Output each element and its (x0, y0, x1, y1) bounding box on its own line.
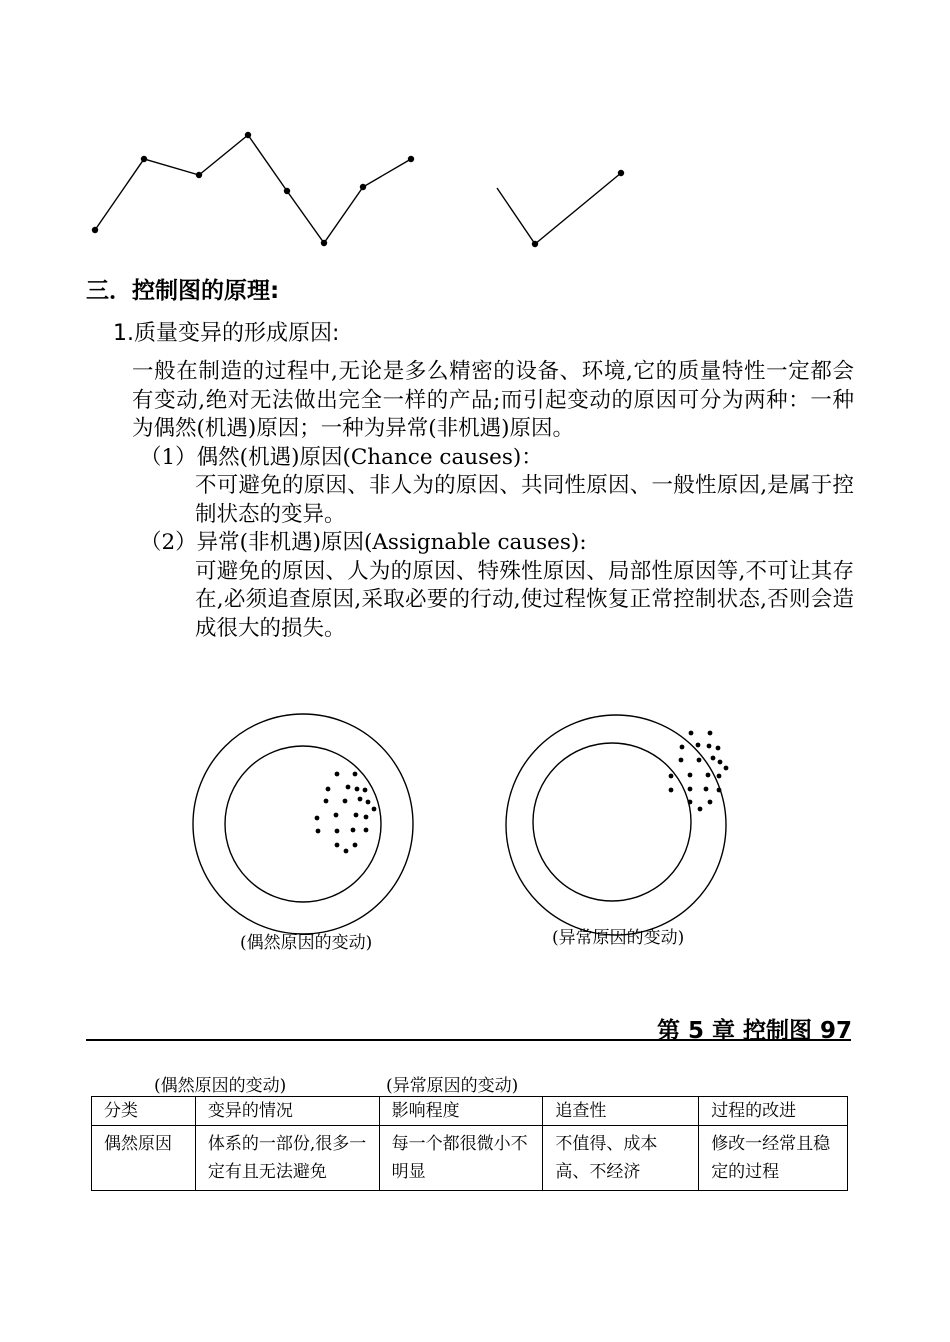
scatter-dot (351, 828, 356, 833)
table-header-cell: 变异的情况 (195, 1097, 379, 1126)
scatter-dot (696, 743, 701, 748)
table-row (92, 1126, 848, 1191)
table-caption-left: (偶然原因的变动) (154, 1076, 287, 1096)
item-chance-text: 不可避免的原因、非人为的原因、共同性原因、一般性原因,是属于控制状态的变异。 (195, 473, 854, 527)
scatter-dot (324, 799, 329, 804)
scatter-dot (335, 843, 340, 848)
table-header-cell: 追查性 (543, 1097, 699, 1126)
scatter-dot (717, 788, 722, 793)
scatter-dot (704, 787, 709, 792)
caption-assignable: (异常原因的变动) (552, 928, 685, 948)
item-assignable-text: 可避免的原因、人为的原因、特殊性原因、局部性原因等,不可让其存在,必须追查原因,采取必要的行动,使过程恢复正常控制状态,否则会造成很大的损失。 (195, 558, 854, 641)
scatter-dot (697, 758, 702, 763)
scatter-dot (717, 774, 722, 779)
scatter-dot (343, 799, 348, 804)
assignable-outer-ring (506, 715, 726, 935)
table-header-cell: 分类 (92, 1097, 196, 1126)
caption-chance: (偶然原因的变动) (240, 933, 373, 953)
scatter-dot (679, 758, 684, 763)
intro-paragraph: 一般在制造的过程中,无论是多么精密的设备、环境,它的质量特性一定都会有变动,绝对无法做出完全一样的产品;而引起变动的原因可分为两种：一种为偶然(机遇)原因；一种为异常(非机遇)原因。 (132, 359, 854, 441)
scatter-dot (724, 766, 729, 771)
scatter-dot (707, 744, 712, 749)
scatter-dot (353, 843, 358, 848)
sub-heading: 1.质量变异的形成原因: (113, 321, 340, 346)
scatter-dot (353, 772, 358, 777)
table-cell: 体系的一部份,很多一定有且无法避免 (195, 1126, 379, 1191)
scatter-dot (354, 813, 359, 818)
item-chance-label: （1）偶然(机遇)原因(Chance causes)： (140, 444, 543, 470)
scatter-dot (689, 731, 694, 736)
scatter-dot (669, 774, 674, 779)
scatter-dot (706, 773, 711, 778)
scatter-dot (680, 745, 685, 750)
scatter-dot (346, 785, 351, 790)
scatter-dot (363, 788, 368, 793)
table-cell: 偶然原因 (92, 1126, 196, 1191)
scatter-dot (335, 772, 340, 777)
scatter-dot (355, 787, 360, 792)
scatter-dot (366, 800, 371, 805)
scatter-dot (316, 829, 321, 834)
section-heading: 三．控制图的原理: (86, 278, 280, 304)
chapter-header: 第 5 章 控制图 97 (656, 1018, 852, 1044)
scatter-dot (372, 807, 377, 812)
assignable-inner-ring (533, 743, 691, 901)
item-assignable-label: （2）异常(非机遇)原因(Assignable causes): (140, 530, 587, 555)
scatter-dot (688, 773, 693, 778)
comparison-table (91, 1096, 848, 1191)
scatter-dot (718, 760, 723, 765)
scatter-dot (334, 813, 339, 818)
scatter-dot (708, 800, 713, 805)
scatter-dot (335, 829, 340, 834)
table-cell: 每一个都很微小不明显 (379, 1126, 543, 1191)
scatter-dot (688, 800, 693, 805)
table-header-cell: 过程的改进 (699, 1097, 848, 1126)
table-caption-right: (异常原因的变动) (386, 1076, 519, 1096)
scatter-dot (358, 797, 363, 802)
header-rule (86, 1039, 851, 1041)
scatter-dot (326, 787, 331, 792)
table-cell: 不值得、成本高、不经济 (543, 1126, 699, 1191)
table-header-cell: 影响程度 (379, 1097, 543, 1126)
chance-dot-cluster (315, 772, 377, 854)
scatter-dot (344, 849, 349, 854)
scatter-dot (711, 756, 716, 761)
scatter-dot (364, 828, 369, 833)
chance-outer-ring (193, 714, 413, 934)
scatter-dot (698, 807, 703, 812)
scatter-dot (315, 816, 320, 821)
scatter-dot (708, 731, 713, 736)
assignable-dot-cluster (669, 731, 729, 812)
scatter-dot (716, 746, 721, 751)
chance-inner-ring (225, 746, 381, 902)
scatter-dot (364, 815, 369, 820)
table-cell: 修改一经常且稳定的过程 (699, 1126, 848, 1191)
table-header-row (92, 1097, 848, 1126)
scatter-dot (688, 787, 693, 792)
scatter-dot (669, 788, 674, 793)
